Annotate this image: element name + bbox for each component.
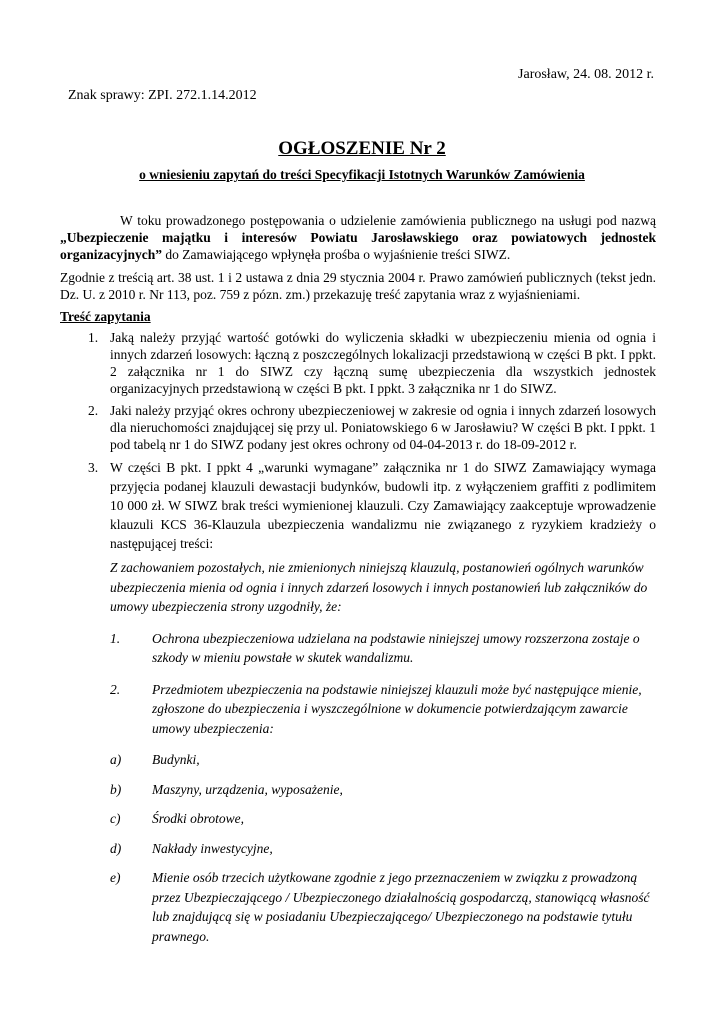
contract-name: „Ubezpieczenie majątku i interesów Powiatu Jarosławskiego oraz powiatowych jednostek organizacyjnych”	[60, 230, 656, 262]
clause-subpoint-letter: d)	[110, 840, 122, 856]
question-item	[60, 458, 656, 553]
clause-point	[110, 629, 656, 668]
clause-subpoint-text: Maszyny, urządzenia, wyposażenie,	[152, 781, 343, 797]
clause-point-number: 1.	[110, 630, 121, 646]
section-heading: Treść zapytania	[60, 309, 151, 324]
clause-point	[110, 680, 656, 739]
clause-subpoint-letter: a)	[110, 752, 122, 767]
document-body	[60, 212, 656, 956]
clause-subpoint-text: Budynki,	[152, 752, 200, 767]
clause-subpoint	[110, 839, 656, 859]
clause-block	[110, 558, 656, 946]
clause-subpoint-letter: b)	[110, 781, 122, 797]
clause-subpoint	[110, 868, 656, 946]
intro-paragraph	[60, 212, 656, 263]
document-date: Jarosław, 24. 08. 2012 r.	[518, 67, 654, 82]
case-reference: Znak sprawy: ZPI. 272.1.14.2012	[68, 88, 257, 103]
page-subtitle: o wniesieniu zapytań do treści Specyfikacji Istotnych Warunków Zamówienia	[139, 167, 585, 182]
clause-subpoint	[110, 809, 656, 829]
page-title: OGŁOSZENIE Nr 2	[278, 138, 446, 159]
clause-subpoint-text: Środki obrotowe,	[152, 811, 244, 826]
clause-subpoint-letter: e)	[110, 870, 121, 885]
question-number: 3.	[88, 460, 99, 475]
clause-subpoint	[110, 750, 656, 770]
question-list	[60, 329, 656, 553]
clause-point-text: Przedmiotem ubezpieczenia na podstawie niniejszej klauzuli może być następujące mienie, zgłoszone do ubezpieczenia i wyszczególnione w dokumencie potwierdzającym zawarcie umowy ubezpieczenia:	[152, 681, 642, 736]
clause-subpoint-text: Mienie osób trzecich użytkowane zgodnie z jego przeznaczeniem w związku z prowadzoną przez Ubezpieczającego / Ubezpieczonego działalnością gospodarczą, stanowiącą własność lub znajdującą się w posiadaniu Ubezpieczającego/ Ubezpieczonego na podstawie tytułu prawnego.	[152, 870, 650, 944]
clause-point-text: Ochrona ubezpieczeniowa udzielana na podstawie niniejszej umowy rozszerzona zostaje o szkody w mieniu powstałe w skutek wandalizmu.	[152, 630, 640, 665]
question-number: 2.	[88, 403, 99, 418]
question-text: W części B pkt. I ppkt 4 „warunki wymagane” załącznika nr 1 do SIWZ Zamawiający wymaga przyjęcia podanej klauzuli dewastacji budynków, budowli itp. z wyłączeniem graffiti z podlimitem 10 000 zł. W SIWZ brak treści wymienionej klauzuli. Czy Zamawiający zaakceptuje wprowadzenie klauzuli KCS 36-Klauzula ubezpieczenia wandalizmu nie związanego z ryzykiem kradzieży o następującej treści:	[110, 460, 656, 551]
question-item	[60, 329, 656, 397]
question-text: Jaką należy przyjąć wartość gotówki do wyliczenia składki w ubezpieczeniu mienia od ognia i innych zdarzeń losowych: łączną z poszczególnych lokalizacji przedstawioną w części B pkt. I ppkt. 2 załącznika nr 1 do SIWZ czy łączną sumę ubezpieczenia dla wszystkich jednostek organizacyjnych przedstawioną w części B pkt. I ppkt. 3 załącznika nr 1 do SIWZ.	[110, 330, 656, 396]
intro-text-b: do Zamawiającego wpłynęła prośba o wyjaśnienie treści SIWZ.	[162, 247, 511, 262]
legal-basis-paragraph: Zgodnie z treścią art. 38 ust. 1 i 2 ustawa z dnia 29 stycznia 2004 r. Prawo zamówień publicznych (tekst jedn. Dz. U. z 2010 r. Nr 113, poz. 759 z pózn. zm.) przekazuję treść zapytania wraz z wyjaśnieniami.	[60, 270, 656, 302]
clause-point-number: 2.	[110, 681, 121, 697]
question-item	[60, 402, 656, 453]
question-text: Jaki należy przyjąć okres ochrony ubezpieczeniowej w zakresie od ognia i innych zdarzeń losowych dla nieruchomości znajdującej się przy ul. Poniatowskiego 6 w Jarosławiu? W części B pkt. I ppkt. 1 pod tabelą nr 1 do SIWZ podany jest okres ochrony od 04-04-2013 r. do 18-09-2012 r.	[110, 403, 656, 452]
intro-text-a: W toku prowadzonego postępowania o udzielenie zamówienia publicznego na usługi pod nazwą	[120, 213, 656, 228]
clause-intro: Z zachowaniem pozostałych, nie zmienionych niniejszą klauzulą, postanowień ogólnych warunków ubezpieczenia mienia od ognia i innych zdarzeń losowych i innych postanowień lub załączników do umowy ubezpieczenia strony uzgodniły, że:	[110, 560, 648, 614]
clause-subpoint	[110, 780, 656, 800]
clause-subpoint-letter: c)	[110, 811, 121, 826]
question-number: 1.	[88, 330, 99, 345]
clause-subpoint-text: Nakłady inwestycyjne,	[152, 840, 273, 856]
